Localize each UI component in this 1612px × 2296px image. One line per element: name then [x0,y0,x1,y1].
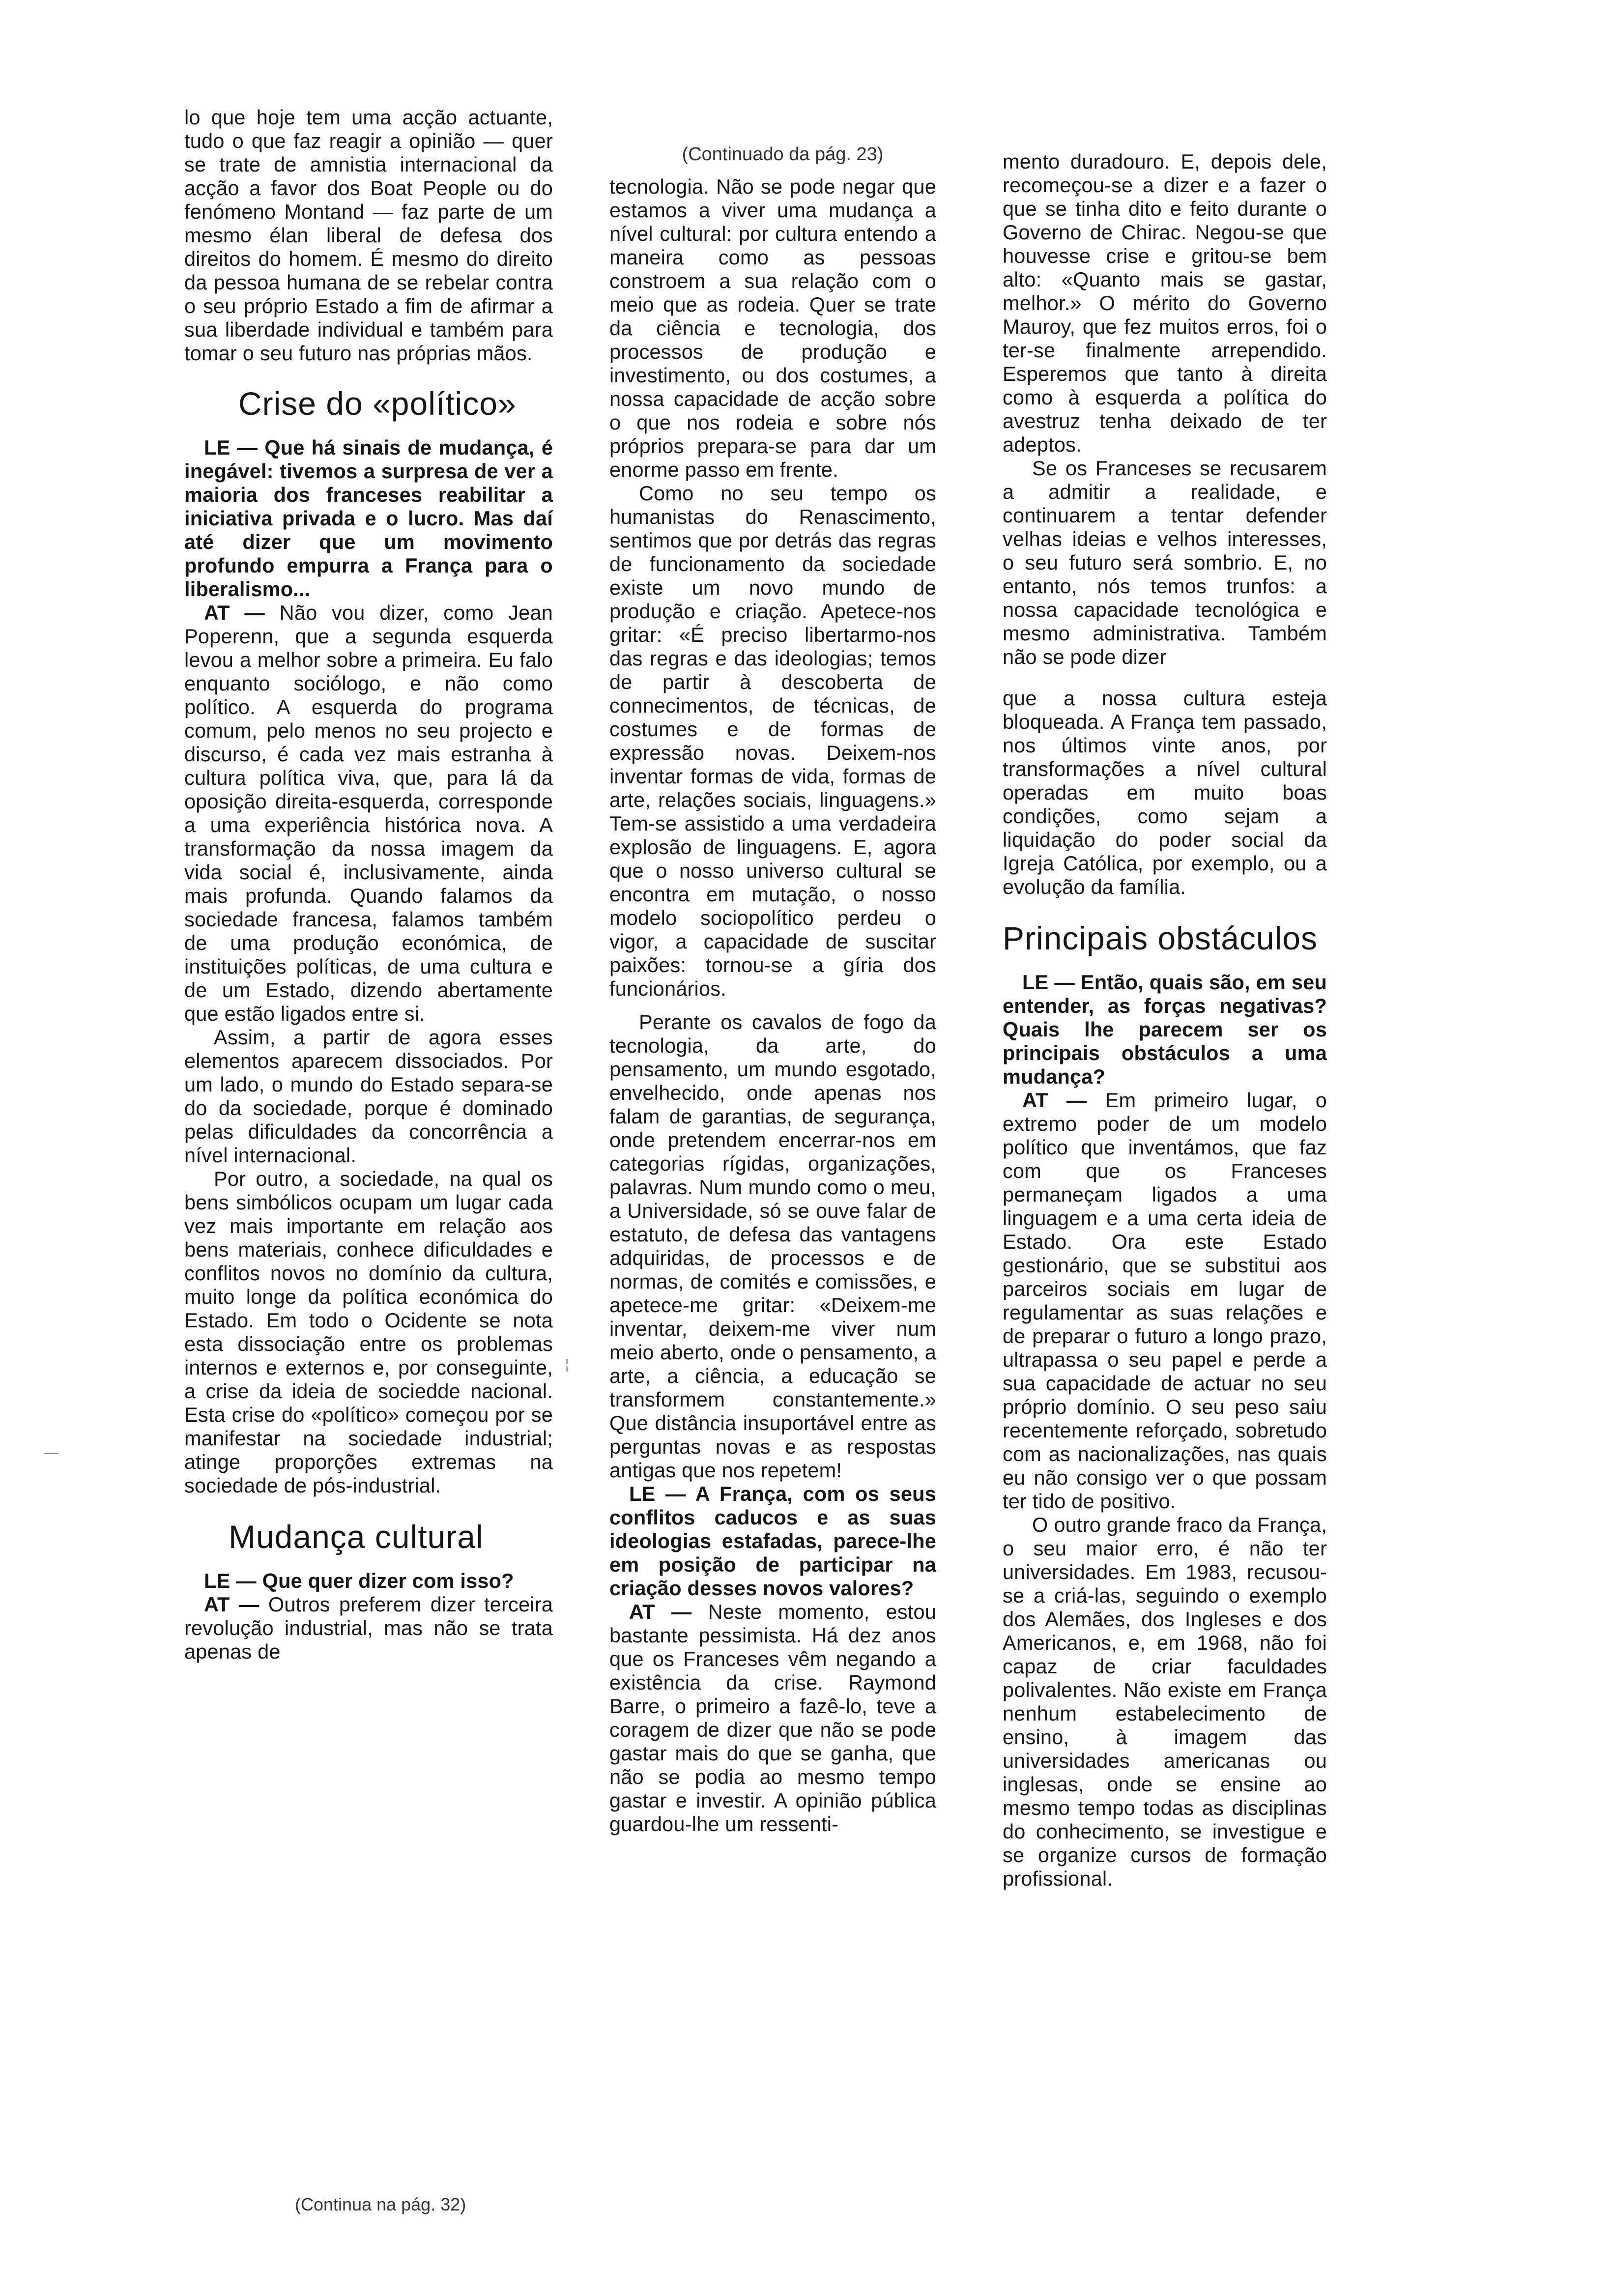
scan-speck: — [44,1445,58,1460]
body-paragraph: lo que hoje tem uma acção actuante, tudo o que faz reagir a opinião — quer se trate de amnistia internacional da acção a favor dos Boat People ou do fenómeno Montand — faz parte de um mesmo élan liberal de defesa dos direitos do homem. É mesmo do direito da pessoa humana de se rebelar contra o seu próprio Estado a fim de afirmar a sua liberdade individual e também para tomar o seu futuro nas próprias mãos. [184,106,553,365]
body-paragraph: Se os Franceses se recusarem a admitir a realidade, e continuarem a tentar defender velhas ideias e velhos interesses, o seu futuro será sombrio. E, no entanto, nós temos trunfos: a nossa capacidade tecnológica e mesmo administrativa. Também não se pode dizer [1003,457,1327,668]
body-paragraph: mento duradouro. E, depois dele, recomeçou-se a dizer e a fazer o que se tinha dito e feito durante o Governo de Chirac. Negou-se que houvesse crise e gritou-se bem alto: «Quanto mais se gastar, melhor.» O mérito do Governo Mauroy, que fez muitos erros, foi o ter-se finalmente arrependido. Esperemos que tanto à direita como à esquerda a política do avestruz tenha deixado de ter adeptos. [1003,150,1327,456]
interview-answer [609,1600,936,1836]
answer-text: Neste momento, estou bastante pessimista. Há dez anos que os Franceses vêm negando a existência da crise. Raymond Barre, o primeiro a fazê-lo, teve a coragem de dizer que não se pode gastar mais do que se ganha, que não se podia ao mesmo tempo gastar e investir. A opinião pública guardou-lhe um ressenti- [609,1600,937,1836]
interview-question: LE — Então, quais são, em seu entender, as forças negativas? Quais lhe parecem ser os principais obstáculos a uma mudança? [1003,971,1327,1088]
speaker-label: AT — [204,601,265,624]
interview-answer [1003,1089,1327,1513]
section-heading: Crise do «político» [238,385,517,422]
section-heading: Principais obstáculos [1003,920,1318,956]
body-paragraph: Perante os cavalos de fogo da tecnologia, da arte, do pensamento, um mundo esgotado, envelhecido, onde apenas nos falam de garantias, de segurança, onde pretendem encerrar-nos em categorias rígidas, organizações, palavras. Num mundo como o meu, a Universidade, só se ouve falar de estatuto, de defesa das vantagens adquiridas, de processos e de normas, de comités e comissões, e apetece-me gritar: «Deixem-me inventar, deixem-me viver num meio aberto, onde o pensamento, a arte, a ciência, a educação se transformem constantemente.» Que distância insuportável entre as perguntas novas e as respostas antigas que nos repetem! [609,1010,936,1482]
interview-question: LE — Que há sinais de mudança, é inegável: tivemos a surpresa de ver a maioria dos franceses reabilitar a iniciativa privada e o lucro. Mas daí até dizer que um movimento profundo empurra a França para o liberalismo... [184,436,553,601]
speaker-label: AT — [1022,1089,1087,1112]
body-paragraph: Assim, a partir de agora esses elementos aparecem dissociados. Por um lado, o mundo do Estado separa-se do da sociedade, porque é dominado pelas dificuldades da concorrência a nível internacional. [184,1026,553,1167]
answer-text: Não vou dizer, como Jean Poperenn, que a segunda esquerda levou a melhor sobre a primeira. Eu falo enquanto sociólogo, e não como político. A esquerda do programa comum, pelo menos no seu projecto e discurso, é cada vez mais estranha à cultura política viva, que, para lá da oposição direita-esquerda, corresponde a uma experiência histórica nova. A transformação da nossa imagem da vida social é, inclusivamente, ainda mais profunda. Quando falamos da sociedade francesa, falamos também de uma produção económica, de instituições políticas, de uma cultura e de um Estado, dizendo abertamente que estão ligados entre si. [184,601,553,1025]
interview-question: LE — A França, com os seus conflitos caducos e as suas ideologias estafadas, parece-lhe em posição de participar na criação desses novos valores? [609,1482,936,1600]
body-paragraph: Por outro, a sociedade, na qual os bens simbólicos ocupam um lugar cada vez mais importante em relação aos bens materiais, conhece dificuldades e conflitos novos no domínio da cultura, muito longe da política económica do Estado. Em todo o Ocidente se nota esta dissociação entre os problemas internos e externos e, por conseguinte, a crise da ideia de sociedde nacional. Esta crise do «político» começou por se manifestar na sociedade industrial; atinge proporções extremas na sociedade de pós-industrial. [184,1167,553,1497]
scan-speck: ¦ [565,1356,569,1372]
interview-answer [184,1593,553,1664]
speaker-label: AT — [629,1600,692,1623]
answer-text: Em primeiro lugar, o extremo poder de um modelo político que inventámos, que faz com que os Franceses permaneçam ligados a uma linguagem e a uma certa ideia de Estado. Ora este Estado gestionário, que se substitui aos parceiros sociais em lugar de regulamentar as suas relações e de preparar o futuro a longo prazo, ultrapassa o seu papel e perde a sua capacidade de actuar no seu próprio domínio. O seu peso saiu recentemente reforçado, sobretudo com as nacionalizações, nas quais eu não consigo ver o que possam ter tido de positivo. [1003,1089,1327,1513]
article-column-3 [1003,150,1327,1891]
page-continuation-footer: (Continua na pág. 32) [295,2194,466,2214]
continuation-note: (Continuado da pág. 23) [682,144,884,165]
body-paragraph: O outro grande fraco da França, o seu maior erro, é não ter universidades. Em 1983, recusou-se a criá-las, seguindo o exemplo dos Alemães, dos Ingleses e dos Americanos, e, em 1968, não foi capaz de criar faculdades polivalentes. Não existe em França nenhum estabelecimento de ensino, à imagem das universidades americanas ou inglesas, onde se ensine ao mesmo tempo todas as disciplinas do conhecimento, se investigue e se organize cursos de formação profissional. [1003,1513,1327,1890]
section-heading: Mudança cultural [229,1519,484,1555]
body-paragraph: tecnologia. Não se pode negar que estamos a viver uma mudança a nível cultural: por cultura entendo a maneira como as pessoas constroem a sua relação com o meio que as rodeia. Quer se trate da ciência e tecnologia, dos processos de produção e investimento, ou dos costumes, a nossa capacidade de acção sobre o que nos rodeia e sobre nós próprios prepara-se para dar um enorme passo em frente. [609,175,936,481]
article-column-1 [184,106,553,1664]
article-column-2 [609,143,936,1836]
body-paragraph: Como no seu tempo os humanistas do Renascimento, sentimos que por detrás das regras de funcionamento da sociedade existe um novo mundo de produção e criação. Apetece-nos gritar: «É preciso libertarmo-nos das regras e das ideologias; temos de partir à descoberta de connecimentos, de técnicas, de costumes e de formas de expressão novas. Deixem-nos inventar formas de vida, formas de arte, relações sociais, linguagens.» Tem-se assistido a uma verdadeira explosão de linguagens. E, agora que o nosso universo cultural se encontra em mutação, o nosso modelo sociopolítico perdeu o vigor, a capacidade de suscitar paixões: tornou-se a gíria dos funcionários. [609,482,936,1000]
interview-question: LE — Que quer dizer com isso? [204,1569,514,1592]
answer-text: Outros preferem dizer terceira revolução industrial, mas não se trata apenas de [184,1593,553,1663]
speaker-label: AT — [204,1593,259,1616]
body-paragraph: que a nossa cultura esteja bloqueada. A França tem passado, nos últimos vinte anos, por transformações a nível cultural operadas em muito boas condições, como sejam a liquidação do poder social da Igreja Católica, por exemplo, ou a evolução da família. [1003,687,1327,898]
interview-answer [184,601,553,1026]
